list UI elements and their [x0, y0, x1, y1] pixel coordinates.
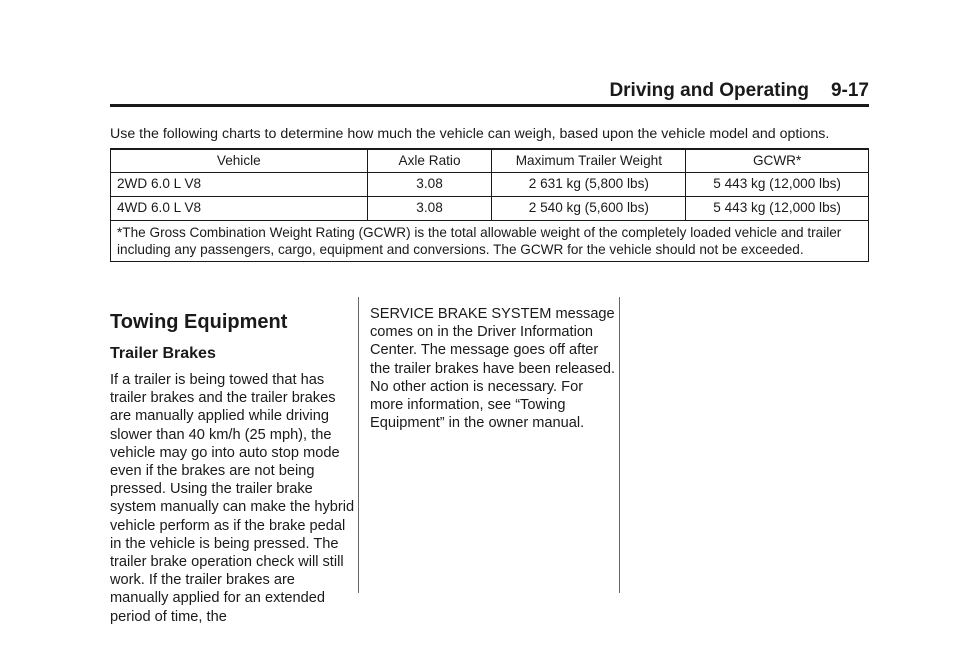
cell-vehicle: 4WD 6.0 L V8 [111, 197, 368, 221]
trailer-brakes-paragraph-continued: SERVICE BRAKE SYSTEM message comes on in the Driver Information Center. The message goes off after the trailer brakes have been released. No other action is necessary. For more information, see “Towing Equipment” in the owner manual. [370, 306, 616, 432]
cell-axle-ratio: 3.08 [367, 197, 492, 221]
column-header-vehicle: Vehicle [111, 149, 368, 173]
table-row [111, 173, 869, 197]
cell-gcwr: 5 443 kg (12,000 lbs) [686, 197, 869, 221]
trailer-brakes-paragraph: If a trailer is being towed that has trailer brakes and the trailer brakes are manually applied while driving slower than 40 km/h (25 mph), the vehicle may go into auto stop mode even if the brakes are not being pressed. Using the trailer brake system manually can make the hybrid vehicle perform as if the brake pedal in the vehicle is being pressed. The trailer brake operation check will still work. If the trailer brakes are manually applied for an extended period of time, the [110, 372, 355, 625]
cell-axle-ratio: 3.08 [367, 173, 492, 197]
header-text [609, 80, 869, 102]
cell-gcwr: 5 443 kg (12,000 lbs) [686, 173, 869, 197]
cell-max-trailer-weight: 2 540 kg (5,600 lbs) [492, 197, 686, 221]
header-page-number: 9-17 [830, 80, 869, 101]
trailer-weight-table [110, 148, 869, 262]
middle-column [370, 305, 615, 432]
table-row [111, 197, 869, 221]
column-header-gcwr: GCWR* [686, 149, 869, 173]
intro-text: Use the following charts to determine how much the vehicle can weigh, based upon the vehicle model and options. [110, 126, 830, 142]
table-footnote: *The Gross Combination Weight Rating (GCWR) is the total allowable weight of the completely loaded vehicle and trailer including any passengers, cargo, equipment and conversions. The GCWR for the vehicle should not be exceeded. [111, 221, 869, 262]
cell-vehicle: 2WD 6.0 L V8 [111, 173, 368, 197]
page-header [110, 80, 869, 107]
column-header-axle-ratio: Axle Ratio [367, 149, 492, 173]
subsection-title-trailer-brakes: Trailer Brakes [110, 345, 216, 362]
header-section-title: Driving and Operating [609, 80, 809, 101]
table-footnote-row [111, 221, 869, 262]
table-header-row [111, 149, 869, 173]
column-divider [358, 297, 359, 593]
section-title-towing-equipment: Towing Equipment [110, 311, 288, 333]
column-divider [619, 297, 620, 593]
left-column [110, 309, 355, 626]
column-header-max-trailer-weight: Maximum Trailer Weight [492, 149, 686, 173]
cell-max-trailer-weight: 2 631 kg (5,800 lbs) [492, 173, 686, 197]
